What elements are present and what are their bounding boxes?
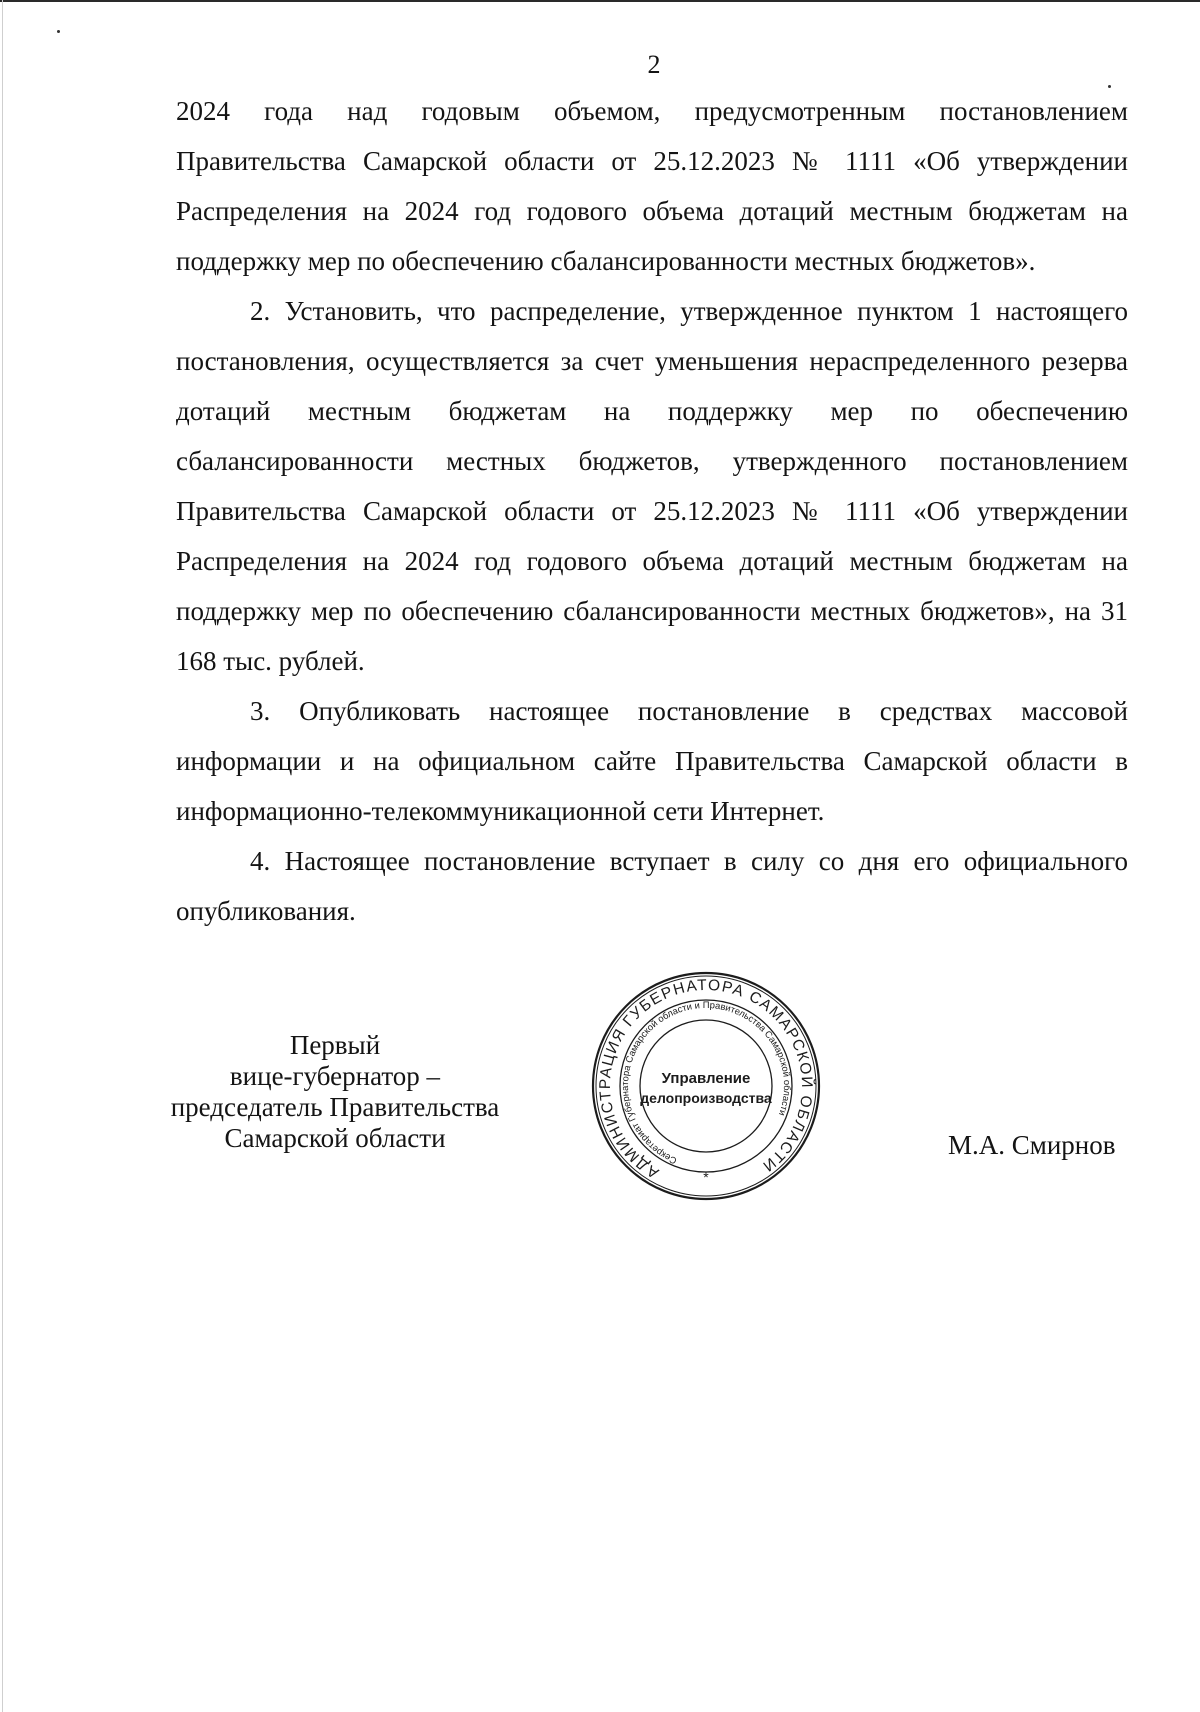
signer-name: М.А. Смирнов [948, 1130, 1116, 1160]
signer-title-line: вице-губернатор – [229, 1061, 441, 1091]
paragraph-item-2: 2. Установить, что распределение, утвержденное пунктом 1 настоящего постановления, осуществляется за счет уменьшения нераспределенного резерва дотаций местным бюджетам на поддержку мер по обеспечению сбалансированности местных бюджетов, утвержденного постановлением Правительства Самарской области от 25.12.2023 № 1111 «Об утверждении Распределения на 2024 год годового объема дотаций местным бюджетам на поддержку мер по обеспечению сбалансированности местных бюджетов», на 31 168 тыс. рублей. [176, 296, 1128, 676]
scan-top-edge [0, 0, 1200, 2]
stamp-outer-text: АДМИНИСТРАЦИЯ ГУБЕРНАТОРА САМАРСКОЙ ОБЛАСТИ [596, 976, 816, 1182]
page-number: 2 [647, 50, 661, 79]
stamp-center-line-2: делопроизводства [640, 1090, 772, 1106]
document-body [176, 86, 1128, 936]
scan-left-edge [2, 0, 3, 1712]
stamp-center-line-1: Управление [661, 1070, 751, 1087]
official-stamp [590, 970, 822, 1202]
scan-speck [57, 30, 60, 33]
signer-title-line: председатель Правительства [170, 1092, 500, 1122]
stamp-star: * [703, 1169, 709, 1185]
signer-title-line: Первый [289, 1030, 381, 1060]
paragraph-item-4: 4. Настоящее постановление вступает в силу со дня его официального опубликования. [176, 846, 1128, 926]
signer-title [140, 1030, 530, 1154]
signer-title-line: Самарской области [224, 1123, 446, 1153]
paragraph-item-3: 3. Опубликовать настоящее постановление в средствах массовой информации и на официальном сайте Правительства Самарской области в информационно-телекоммуникационной сети Интернет. [176, 696, 1128, 826]
stamp-inner-text: Секретариат Губернатора Самарской области и Правительства Самарской области [618, 998, 794, 1167]
paragraph-continuation: 2024 года над годовым объемом, предусмотренным постановлением Правительства Самарской области от 25.12.2023 № 1111 «Об утверждении Распределения на 2024 год годового объема дотаций местным бюджетам на поддержку мер по обеспечению сбалансированности местных бюджетов». [176, 96, 1128, 276]
